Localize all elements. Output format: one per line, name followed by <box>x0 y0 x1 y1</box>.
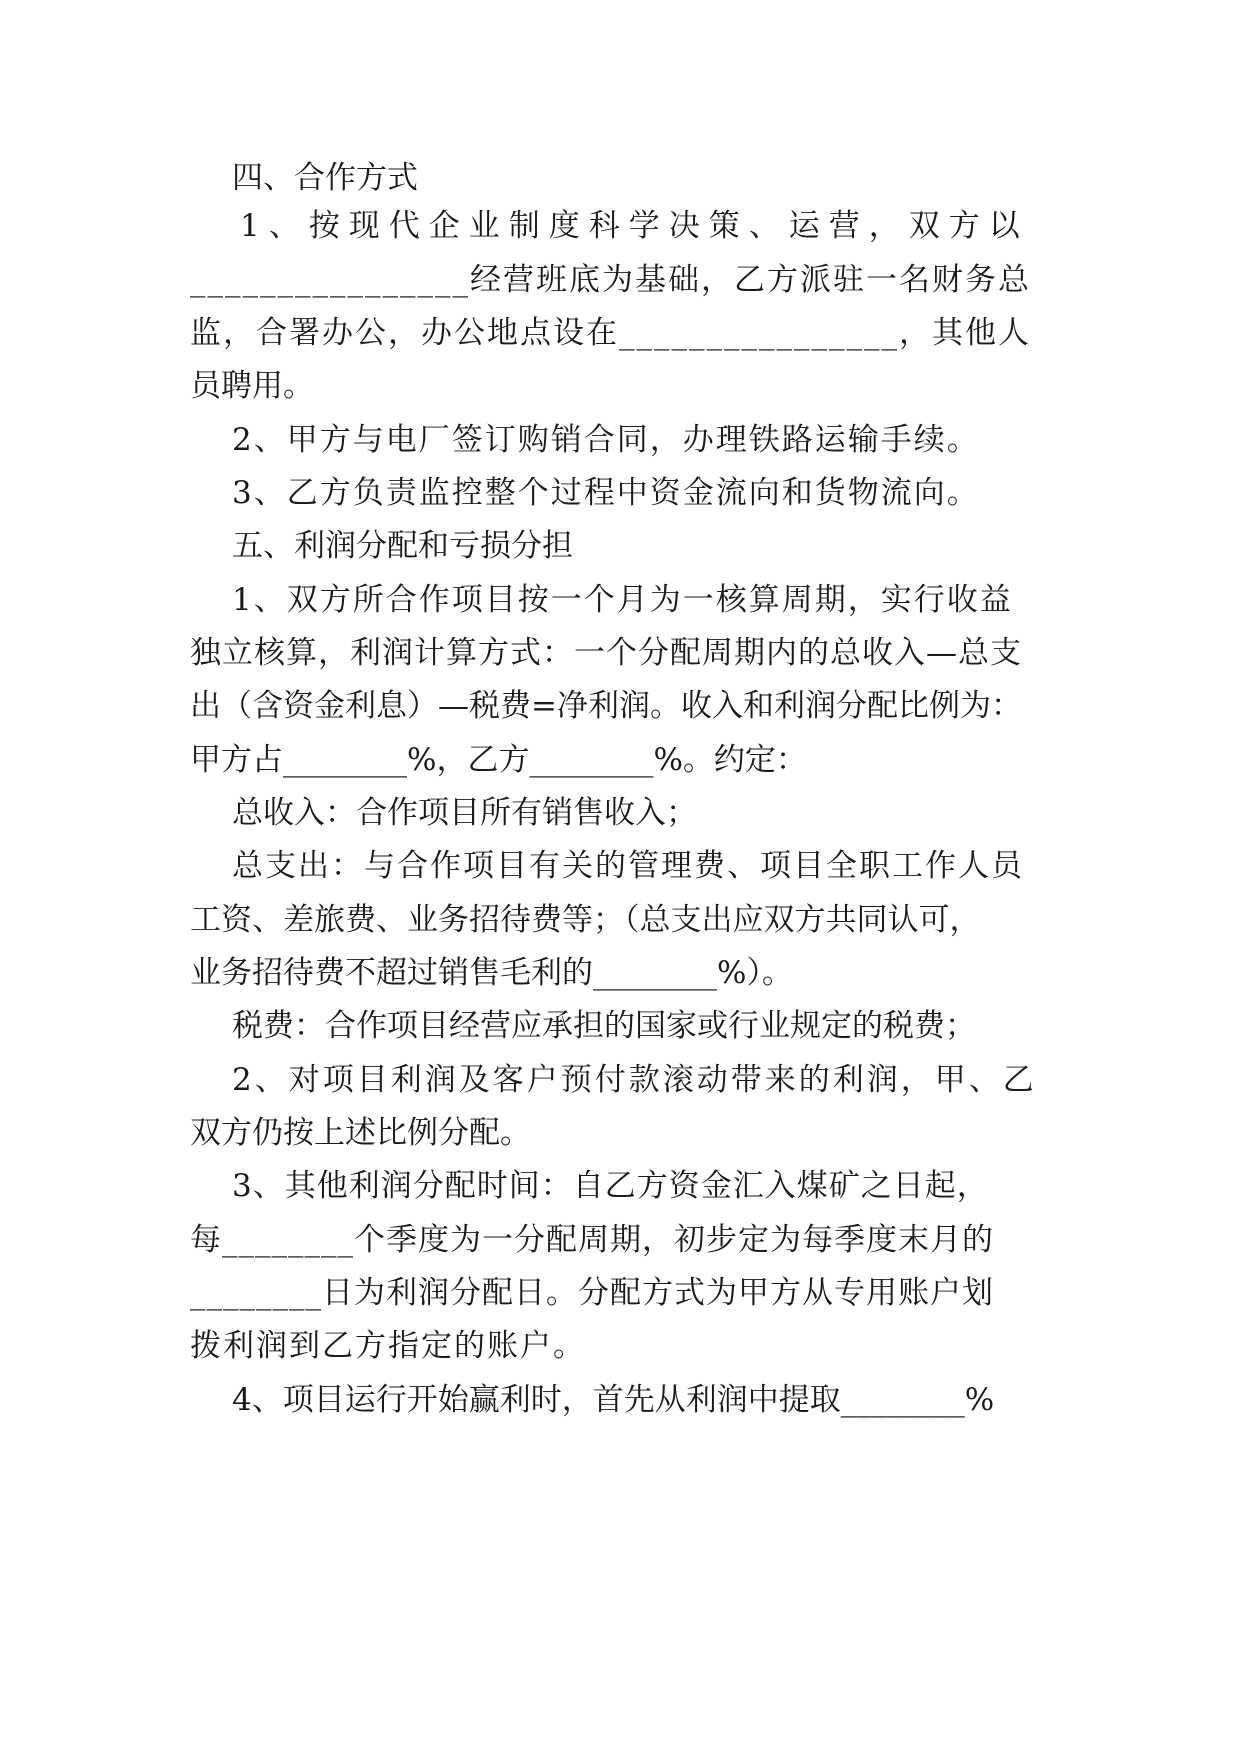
paragraph-line: 每________个季度为一分配周期，初步定为每季度末月的 <box>190 1222 994 1258</box>
paragraph-line: 总支出：与合作项目有关的管理费、项目全职工作人员 <box>232 848 1024 884</box>
paragraph-line: ________________经营班底为基础，乙方派驻一名财务总 <box>190 262 1031 298</box>
paragraph-line: 4、项目运行开始赢利时，首先从利润中提取________% <box>232 1382 995 1418</box>
section-heading-profit: 五、利润分配和亏损分担 <box>232 528 573 564</box>
paragraph-line: 出（含资金利息）—税费=净利润。收入和利润分配比例为： <box>190 688 1022 724</box>
section-heading-cooperation: 四、合作方式 <box>232 160 418 196</box>
paragraph-line: 双方仍按上述比例分配。 <box>190 1115 531 1151</box>
paragraph-line: 业务招待费不超过销售毛利的________%）。 <box>190 955 793 991</box>
paragraph-line: 总收入：合作项目所有销售收入； <box>232 795 697 831</box>
paragraph-line: 1、双方所合作项目按一个月为一核算周期，实行收益 <box>232 582 1013 618</box>
paragraph-line: 员聘用。 <box>190 368 314 404</box>
paragraph-line: 税费：合作项目经营应承担的国家或行业规定的税费； <box>232 1008 976 1044</box>
paragraph-line: 拨利润到乙方指定的账户。 <box>190 1328 586 1364</box>
paragraph-line: 独立核算，利润计算方式：一个分配周期内的总收入—总支 <box>190 635 1022 671</box>
paragraph-line: 2、对项目利润及客户预付款滚动带来的利润，甲、乙 <box>232 1062 1037 1098</box>
paragraph-line: 监，合署办公，办公地点设在________________，其他人 <box>190 315 1031 351</box>
paragraph-line: 1、按现代企业制度科学决策、运营，双方以 <box>240 208 1029 244</box>
paragraph-line: 工资、差旅费、业务招待费等；（总支出应双方共同认可， <box>190 902 981 938</box>
paragraph-line: 2、甲方与电厂签订购销合同，办理铁路运输手续。 <box>232 422 980 458</box>
paragraph-line: 甲方占________%，乙方________%。约定： <box>190 742 807 778</box>
paragraph-line: ________日为利润分配日。分配方式为甲方从专用账户划 <box>190 1275 994 1311</box>
paragraph-line: 3、其他利润分配时间：自乙方资金汇入煤矿之日起， <box>232 1168 989 1204</box>
paragraph-line: 3、乙方负责监控整个过程中资金流向和货物流向。 <box>232 475 980 511</box>
